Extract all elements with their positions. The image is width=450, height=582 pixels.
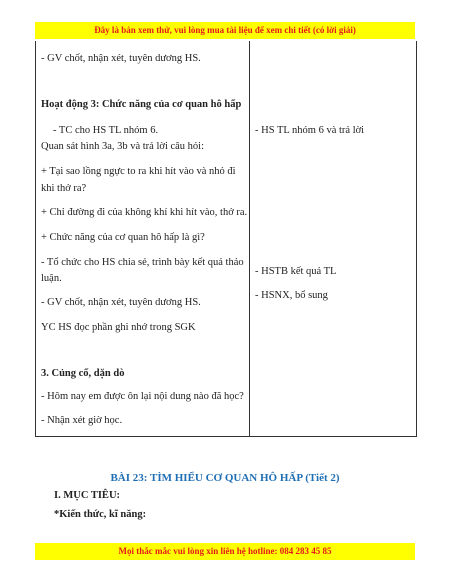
student-group-response: - HS TL nhóm 6 và trả lời [255, 125, 365, 136]
question-1-line-a: + Tại sao lồng ngực to ra khi hít vào và nhỏ đi [41, 166, 236, 177]
hotline-banner: Mọi thắc mắc vui lòng xin liên hệ hotline: 084 283 45 85 [35, 543, 415, 560]
group-discussion-line: - TC cho HS TL nhóm 6. [53, 125, 159, 136]
share-line-b: luận. [41, 273, 62, 284]
share-line-a: - Tổ chức cho HS chia sẻ, trình bày kết quả thảo [41, 257, 244, 268]
lesson-title: BÀI 23: TÌM HIỂU CƠ QUAN HÔ HẤP (Tiết 2) [110, 472, 340, 484]
student-report-results: - HSTB kết quả TL [255, 266, 337, 277]
read-summary-line: YC HS đọc phần ghi nhớ trong SGK [41, 322, 196, 333]
activity-3-heading: Hoạt động 3: Chức năng của cơ quan hô hấp [41, 99, 242, 110]
teacher-conclusion-line: - GV chốt, nhận xét, tuyên dương HS. [41, 53, 201, 64]
objectives-heading: I. MỤC TIÊU: [54, 490, 121, 501]
question-2: + Chỉ đường đi của không khí khi hít vào, thở ra. [41, 207, 248, 218]
student-feedback: - HSNX, bổ sung [255, 290, 328, 301]
preview-notice-banner: Đây là bản xem thử, vui lòng mua tài liệu để xem chi tiết (có lời giải) [35, 22, 415, 39]
question-1-line-b: khi thở ra? [41, 183, 87, 194]
observe-instruction: Quan sát hình 3a, 3b và trả lời câu hỏi: [41, 141, 205, 152]
lesson-comment-line: - Nhận xét giờ học. [41, 415, 123, 426]
section-3-heading: 3. Củng cố, dặn dò [41, 368, 125, 379]
teacher-conclusion-line-2: - GV chốt, nhận xét, tuyên dương HS. [41, 297, 201, 308]
question-3: + Chức năng của cơ quan hô hấp là gì? [41, 232, 205, 243]
knowledge-skills-heading: *Kiến thức, kĩ năng: [54, 509, 147, 520]
column-divider [249, 41, 250, 437]
review-question-line: - Hôm nay em được ôn lại nội dung nào đã học? [41, 391, 244, 402]
